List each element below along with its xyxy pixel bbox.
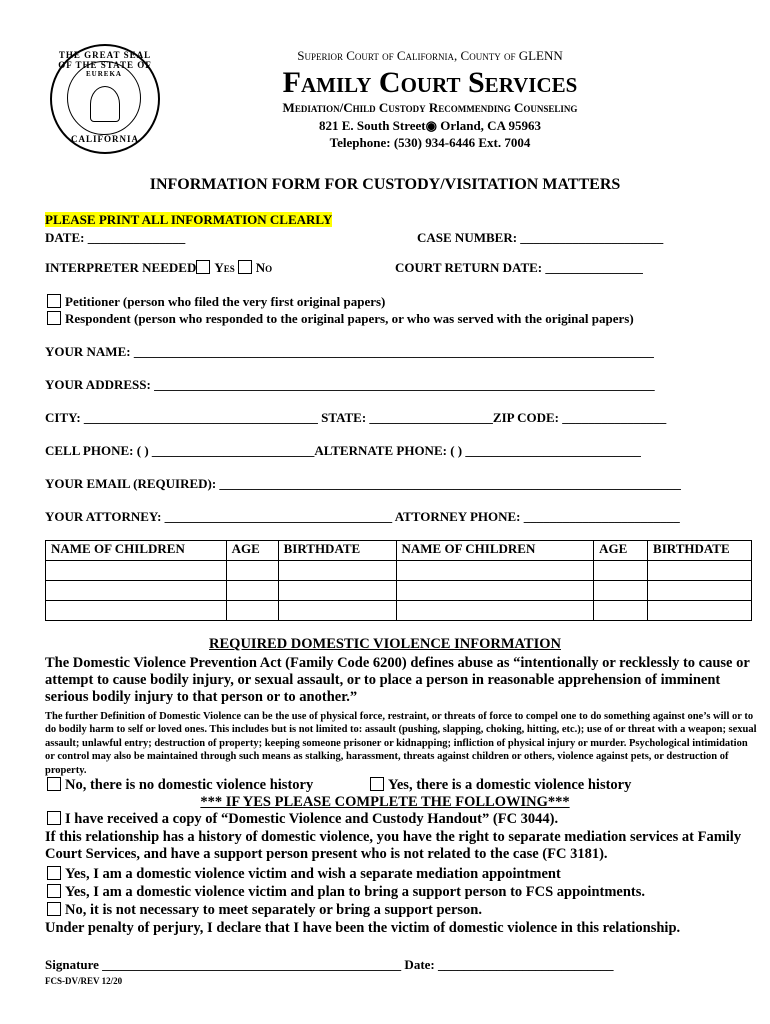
table-cell[interactable] <box>594 581 648 601</box>
if-yes-instruction: *** IF YES PLEASE COMPLETE THE FOLLOWING*** <box>200 794 570 810</box>
petitioner-checkbox[interactable] <box>47 294 61 308</box>
handout-checkbox[interactable] <box>47 811 61 825</box>
interpreter-row <box>45 260 272 276</box>
dv-definition: The further Definition of Domestic Violence can be the use of physical force, restraint, or threats of force to compel one to do something against one’s will or to do bodily harm to self or loved ones. This includes but is not limited to: assault (pushing, slapping, choking, hitting, etc.); use of or threat with a weapon; sexual assault; unlawful entry; destruction of property; keeping someone prisoner or kidnapping; infliction of physical injury or murder. Psychological intimidation or control may also be maintained through such means as stalking, harassment, threats against children or others, violence against pets, or destruction of property. <box>45 711 757 776</box>
respondent-checkbox[interactable] <box>47 311 61 325</box>
table-cell[interactable] <box>648 581 752 601</box>
separate-mediation-option <box>47 866 561 883</box>
dv-heading: REQUIRED DOMESTIC VIOLENCE INFORMATION <box>209 636 561 652</box>
table-cell[interactable] <box>226 561 278 581</box>
not-necessary-checkbox[interactable] <box>47 902 61 916</box>
agency-title: Family Court Services <box>282 66 578 99</box>
col-age: AGE <box>594 541 648 561</box>
interpreter-label: INTERPRETER NEEDED <box>45 260 197 275</box>
no-history-label: No, there is no domestic violence history <box>65 777 314 793</box>
perjury-statement: Under penalty of perjury, I declare that I have been the victim of domestic violence in this relationship. <box>45 920 681 936</box>
petitioner-option <box>47 294 385 310</box>
form-id: FCS-DV/REV 12/20 <box>45 976 123 986</box>
seal-top-text: THE GREAT SEAL OF THE STATE OF <box>58 50 152 70</box>
table-cell[interactable] <box>396 561 594 581</box>
table-cell[interactable] <box>226 581 278 601</box>
children-table-header <box>46 541 752 561</box>
phone-fields[interactable]: CELL PHONE: ( ) _________________________ALTERNATE PHONE: ( ) ___________________________ <box>45 443 641 458</box>
handout-label: I have received a copy of “Domestic Violence and Custody Handout” (FC 3044). <box>65 811 559 827</box>
agency-subtitle: Mediation/Child Custody Recommending Counseling <box>282 100 578 115</box>
table-row <box>46 601 752 621</box>
interpreter-no-checkbox[interactable] <box>238 260 252 274</box>
table-cell[interactable] <box>278 581 396 601</box>
attorney-fields[interactable]: YOUR ATTORNEY: ___________________________________ ATTORNEY PHONE: ________________________ <box>45 509 680 524</box>
interpreter-no-label: No <box>255 260 273 275</box>
email-field[interactable]: YOUR EMAIL (REQUIRED): _______________________________________________________________________ <box>45 476 681 491</box>
table-cell[interactable] <box>648 561 752 581</box>
respondent-option <box>47 311 634 327</box>
table-cell[interactable] <box>594 601 648 621</box>
date-field[interactable]: DATE: _______________ <box>45 230 186 245</box>
no-history-option <box>47 777 313 794</box>
not-necessary-option <box>47 902 482 919</box>
dv-act-text: The Domestic Violence Prevention Act (Family Code 6200) defines abuse as “intentionally or recklessly to cause or attempt to cause bodily injury, or sexual assault, or to place a person in reasonable apprehension of imminent serious bodily injury to that person or to another.” <box>45 655 750 705</box>
court-return-date-field[interactable]: COURT RETURN DATE: _______________ <box>395 260 643 275</box>
case-number-field[interactable]: CASE NUMBER: ______________________ <box>417 230 664 245</box>
separate-mediation-label: Yes, I am a domestic violence victim and wish a separate mediation appointment <box>65 866 561 882</box>
col-birthdate: BIRTHDATE <box>278 541 396 561</box>
signature-date-field[interactable]: Signature ______________________________________________ Date: ___________________________ <box>45 957 614 972</box>
col-age: AGE <box>226 541 278 561</box>
respondent-label: Respondent (person who responded to the original papers, or who was served with the original papers) <box>65 311 634 326</box>
court-name: Superior Court of California, County of GLENN <box>297 48 563 63</box>
petitioner-label: Petitioner (person who filed the very first original papers) <box>65 294 386 309</box>
yes-history-option <box>370 777 631 794</box>
seal-bottom-text: CALIFORNIA <box>70 134 139 144</box>
support-person-label: Yes, I am a domestic violence victim and plan to bring a support person to FCS appointments. <box>65 884 646 900</box>
city-state-zip-field[interactable]: CITY: ____________________________________ STATE: ___________________ZIP CODE: ________________ <box>45 410 667 425</box>
your-name-field[interactable]: YOUR NAME: ________________________________________________________________________________ <box>45 344 654 359</box>
support-person-checkbox[interactable] <box>47 884 61 898</box>
form-title: INFORMATION FORM FOR CUSTODY/VISITATION MATTERS <box>149 176 621 193</box>
support-person-option <box>47 884 645 901</box>
table-cell[interactable] <box>46 601 227 621</box>
dv-rights-text: If this relationship has a history of domestic violence, you have the right to separate mediation services at Family Court Services, and have a support person present who is not related to the case (FC 3181). <box>45 829 742 862</box>
print-clearly-note: PLEASE PRINT ALL INFORMATION CLEARLY <box>45 212 333 227</box>
handout-option <box>47 811 558 828</box>
not-necessary-label: No, it is not necessary to meet separately or bring a support person. <box>65 902 482 918</box>
table-cell[interactable] <box>396 601 594 621</box>
separate-mediation-checkbox[interactable] <box>47 866 61 880</box>
interpreter-yes-checkbox[interactable] <box>196 260 210 274</box>
col-name-of-children: NAME OF CHILDREN <box>46 541 227 561</box>
table-cell[interactable] <box>46 581 227 601</box>
table-cell[interactable] <box>648 601 752 621</box>
table-cell[interactable] <box>594 561 648 581</box>
agency-address: 821 E. South Street◉ Orland, CA 95963 <box>318 118 541 133</box>
seal-motto: EUREKA <box>86 70 122 78</box>
table-row <box>46 581 752 601</box>
table-cell[interactable] <box>278 601 396 621</box>
col-name-of-children: NAME OF CHILDREN <box>396 541 594 561</box>
interpreter-yes-label: Yes <box>214 260 235 275</box>
yes-history-label: Yes, there is a domestic violence history <box>388 777 632 793</box>
children-table <box>45 540 752 621</box>
table-cell[interactable] <box>226 601 278 621</box>
your-address-field[interactable]: YOUR ADDRESS: _____________________________________________________________________________ <box>45 377 655 392</box>
table-row <box>46 561 752 581</box>
table-cell[interactable] <box>396 581 594 601</box>
table-cell[interactable] <box>278 561 396 581</box>
col-birthdate: BIRTHDATE <box>648 541 752 561</box>
agency-phone: Telephone: (530) 934-6446 Ext. 7004 <box>329 135 531 150</box>
no-history-checkbox[interactable] <box>47 777 61 791</box>
yes-history-checkbox[interactable] <box>370 777 384 791</box>
table-cell[interactable] <box>46 561 227 581</box>
